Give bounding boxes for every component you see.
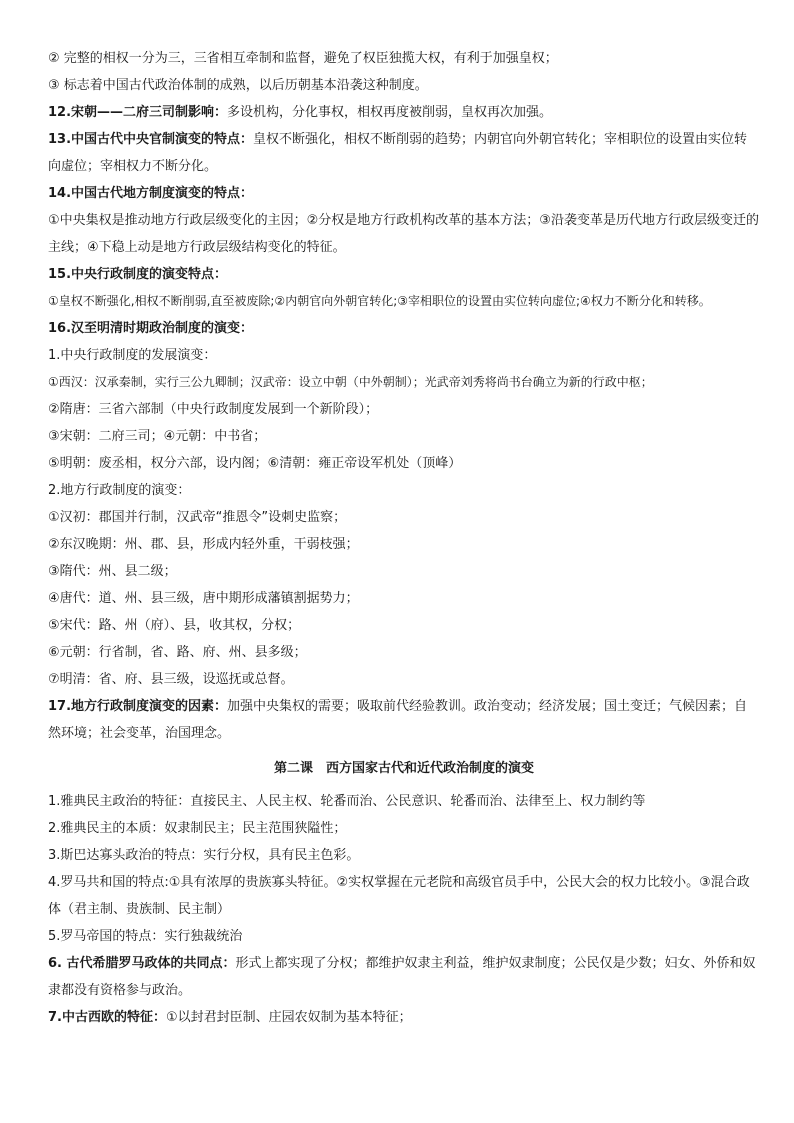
item-heading: 3.斯巴达寡头政治的特点： [48, 848, 204, 863]
item-heading: 7.中古西欧的特征： [48, 1010, 166, 1025]
text-line: ①西汉：汉承秦制，实行三公九卿制；汉武帝：设立中朝（中外朝制）；光武帝刘秀将尚书台确立为新的行政中枢； [48, 375, 653, 389]
item-body: 直接民主、人民主权、轮番而治、公民意识、轮番而治、法律至上、权力制约等 [190, 794, 646, 809]
sub-heading: 2.地方行政制度的演变： [48, 483, 191, 498]
sub-heading: 1.中央行政制度的发展演变： [48, 348, 217, 363]
item-heading: 5.罗马帝国的特点： [48, 929, 165, 944]
heading-17 [48, 693, 760, 747]
document-page [48, 45, 760, 1031]
item-body: 形式上都实现了分权；都维护奴隶主利益，维护奴隶制度；公民仅是少数；妇女、外侨和奴隶都没有资格参与政治。 [48, 956, 756, 998]
item-body: 皇权不断强化，相权不断削弱的趋势；内朝官向外朝官转化；宰相职位的设置由实位转向虚位；宰相权力不断分化。 [48, 132, 748, 174]
text-line: ②隋唐：三省六部制（中央行政制度发展到一个新阶段）； [48, 402, 379, 417]
item-heading: 17.地方行政制度演变的因素： [48, 699, 228, 714]
item-heading: 4.罗马共和国的特点: [48, 875, 169, 890]
text-line: ③宋朝：二府三司；④元朝：中书省； [48, 429, 267, 444]
item-heading: 1.雅典民主政治的特征： [48, 794, 191, 809]
section-title: 第二课 西方国家古代和近代政治制度的演变 [273, 761, 534, 776]
item-body: 加强中央集权的需要；吸取前代经验教训。政治变动；经济发展；国土变迁；气候因素；自然环境；社会变革，治国理念。 [48, 699, 748, 741]
list-item [48, 950, 760, 1004]
item-heading: 12.宋朝——二府三司制影响： [48, 105, 228, 120]
text-line: ①汉初：郡国并行制，汉武帝“推恩令”设刺史监察； [48, 510, 347, 525]
heading-13 [48, 126, 760, 180]
text-paragraph: ①皇权不断强化,相权不断削弱,直至被废除;②内朝官向外朝官转化;③宰相职位的设置由实位转向虚位;④权力不断分化和转移。 [48, 294, 711, 308]
item-heading: 6. 古代希腊罗马政体的共同点： [48, 956, 236, 971]
text-paragraph: ①中央集权是推动地方行政层级变化的主因；②分权是地方行政机构改革的基本方法；③沿袭变革是历代地方行政层级变迁的主线；④下稳上动是地方行政层级结构变化的特征。 [48, 213, 759, 255]
text-line: ⑥元朝：行省制，省、路、府、州、县多级； [48, 645, 307, 660]
text-line: ④唐代：道、州、县三级，唐中期形成藩镇割据势力； [48, 591, 359, 606]
text-line: ③隋代：州、县二级； [48, 564, 177, 579]
item-body: 奴隶制民主；民主范围狭隘性； [164, 821, 347, 836]
list-item [48, 1004, 760, 1031]
list-item [48, 788, 760, 815]
heading-16: 16.汉至明清时期政治制度的演变： [48, 321, 254, 336]
text-line: ⑤宋代：路、州（府）、县，收其权，分权； [48, 618, 301, 633]
item-heading: 13.中国古代中央官制演变的特点： [48, 132, 254, 147]
heading-12 [48, 99, 760, 126]
item-body: 多设机构，分化事权，相权再度被削弱，皇权再次加强。 [227, 105, 553, 120]
item-body: ①以封君封臣制、庄园农奴制为基本特征； [165, 1010, 412, 1025]
text-line: ⑦明清：省、府、县三级，设巡抚或总督。 [48, 672, 294, 687]
text-line: ②东汉晚期：州、郡、县，形成内轻外重，干弱枝强； [48, 537, 359, 552]
item-body: 实行独裁统治 [164, 929, 243, 944]
text-line: ③ 标志着中国古代政治体制的成熟，以后历朝基本沿袭这种制度。 [48, 78, 428, 93]
list-item [48, 869, 760, 923]
item-body: ①具有浓厚的贵族寡头特征。②实权掌握在元老院和高级官员手中，公民大会的权力比较小。③混合政体（君主制、贵族制、民主制） [48, 875, 750, 917]
item-body: 实行分权，具有民主色彩。 [203, 848, 360, 863]
list-item [48, 815, 760, 842]
text-line: ② 完整的相权一分为三，三省相互牵制和监督，避免了权臣独揽大权，有利于加强皇权； [48, 51, 558, 66]
list-item [48, 923, 760, 950]
text-line: ⑤明朝：废丞相，权分六部，设内阁；⑥清朝：雍正帝设军机处（顶峰） [48, 456, 462, 471]
list-item [48, 842, 760, 869]
heading-14: 14.中国古代地方制度演变的特点： [48, 186, 254, 201]
item-heading: 2.雅典民主的本质： [48, 821, 165, 836]
heading-15: 15.中央行政制度的演变特点： [48, 267, 228, 282]
